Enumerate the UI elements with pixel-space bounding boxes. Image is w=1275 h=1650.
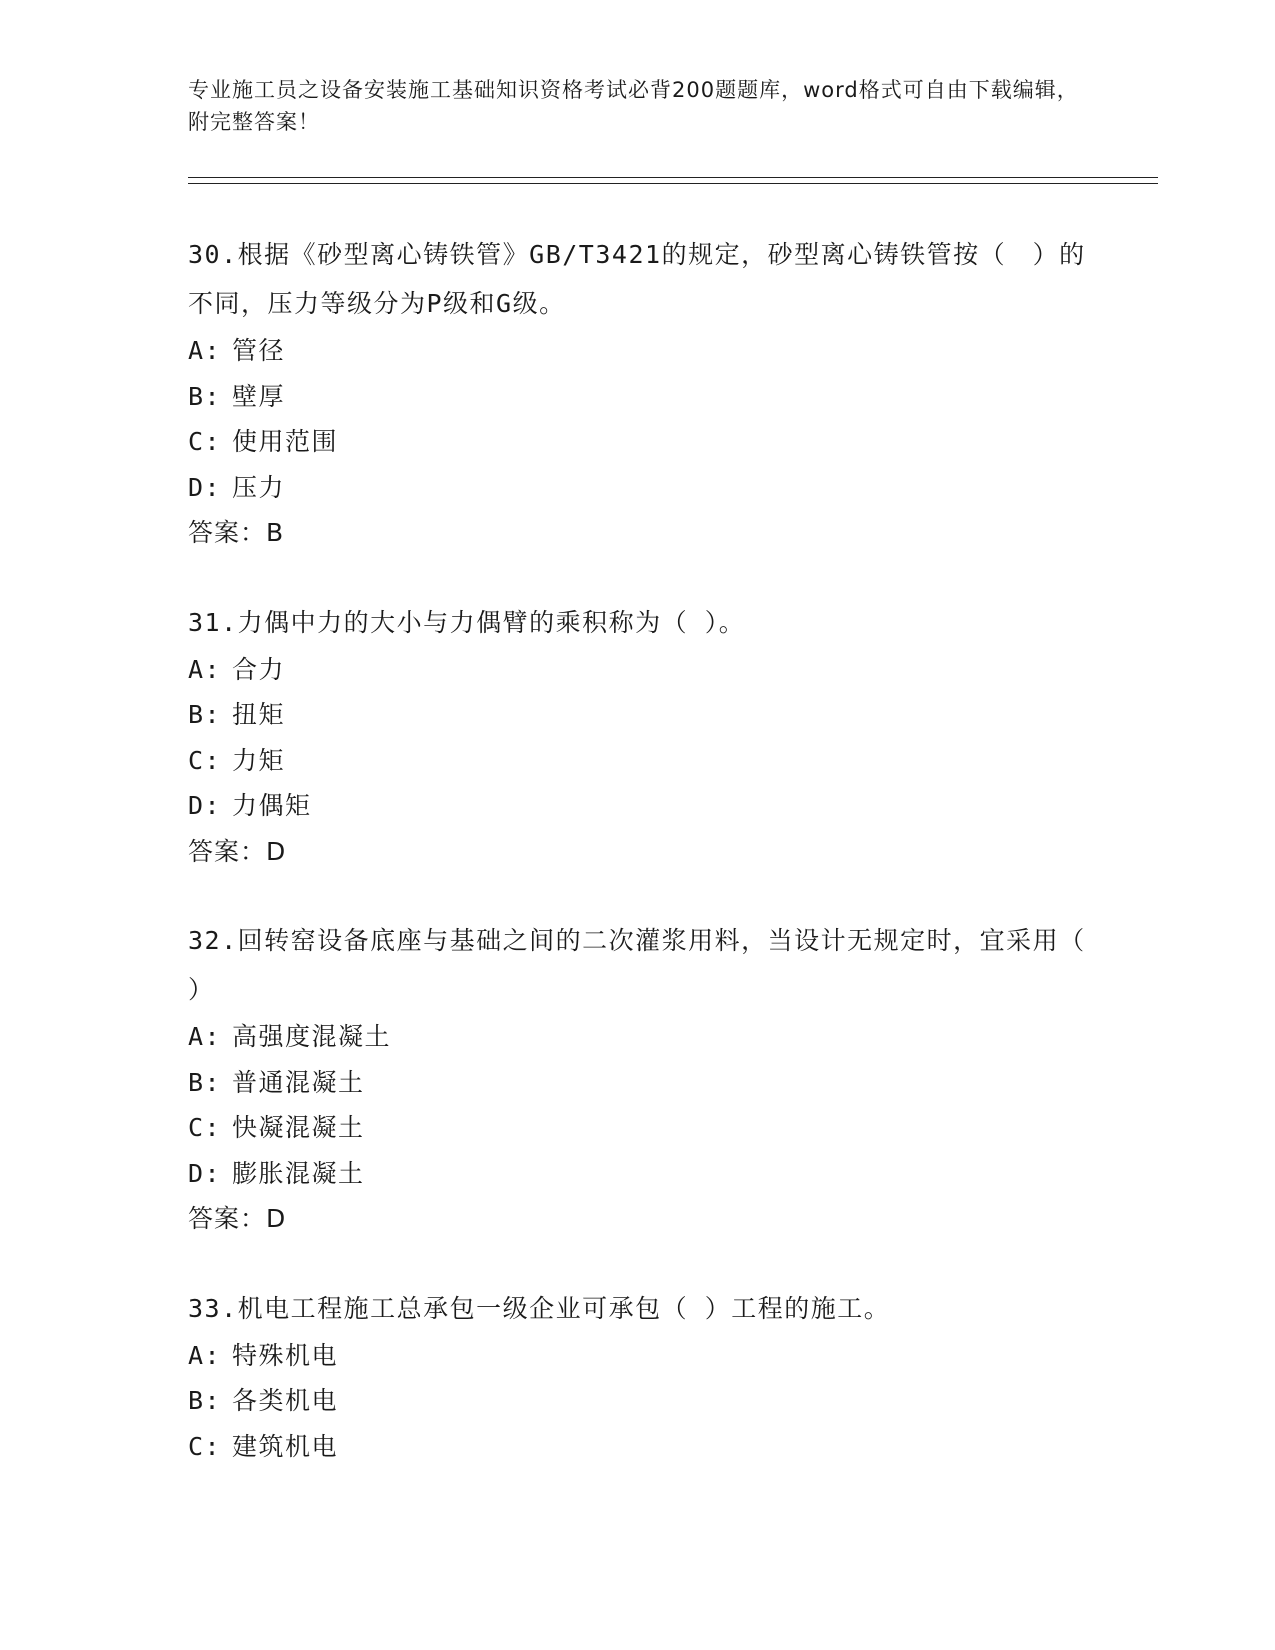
option-text: 膨胀混凝土 — [232, 1158, 365, 1188]
option-c — [188, 738, 1088, 784]
option-label: B: — [188, 700, 222, 729]
option-b — [188, 374, 1088, 420]
option-d — [188, 783, 1088, 829]
answer-line: 答案：D — [188, 836, 287, 866]
question-33 — [188, 1284, 1088, 1470]
option-a — [188, 328, 1088, 374]
question-spacer — [188, 1242, 1088, 1284]
question-spacer — [188, 556, 1088, 598]
option-label: A: — [188, 336, 222, 365]
option-text: 合力 — [232, 654, 286, 684]
option-label: C: — [188, 1431, 222, 1461]
option-text: 各类机电 — [232, 1386, 339, 1415]
answer-line: 答案：B — [188, 518, 285, 547]
option-text: 建筑机电 — [232, 1431, 339, 1461]
option-text: 力矩 — [232, 745, 286, 775]
option-text: 压力 — [232, 472, 286, 502]
question-32 — [188, 916, 1088, 1242]
option-text: 快凝混凝土 — [232, 1113, 365, 1142]
question-spacer — [188, 874, 1088, 916]
option-b — [188, 1060, 1088, 1106]
header-rule-top — [188, 177, 1158, 178]
document-header: 专业施工员之设备安装施工基础知识资格考试必背200题题库，word格式可自由下载编辑，附完整答案！ — [188, 78, 1079, 134]
option-text: 高强度混凝土 — [232, 1022, 392, 1051]
option-b — [188, 1378, 1088, 1424]
question-text: 31.力偶中力的大小与力偶臂的乘积称为（ ）。 — [188, 607, 746, 637]
question-text: 32.回转窑设备底座与基础之间的二次灌浆用料，当设计无规定时，宜采用（ ） — [188, 926, 1086, 1004]
option-label: D: — [188, 472, 222, 502]
option-d — [188, 465, 1088, 511]
option-a — [188, 1333, 1088, 1379]
option-text: 使用范围 — [232, 427, 339, 456]
option-label: B: — [188, 1386, 222, 1415]
option-label: B: — [188, 1067, 222, 1097]
option-label: D: — [188, 1158, 222, 1188]
option-text: 力偶矩 — [232, 791, 312, 820]
option-c — [188, 1424, 1088, 1470]
header-rule-bottom — [188, 183, 1158, 184]
option-d — [188, 1151, 1088, 1197]
option-a — [188, 647, 1088, 693]
option-text: 扭矩 — [232, 700, 286, 729]
option-label: C: — [188, 427, 222, 456]
option-label: A: — [188, 1340, 222, 1370]
question-list — [188, 230, 1088, 1469]
option-label: D: — [188, 791, 222, 820]
option-label: A: — [188, 1022, 222, 1051]
answer-line: 答案：D — [188, 1204, 287, 1233]
option-text: 壁厚 — [232, 381, 286, 411]
option-c — [188, 1105, 1088, 1151]
option-label: C: — [188, 1113, 222, 1142]
option-label: B: — [188, 381, 222, 411]
option-c — [188, 419, 1088, 465]
question-30 — [188, 230, 1088, 556]
question-text: 30.根据《砂型离心铸铁管》GB/T3421的规定，砂型离心铸铁管按（ ）的不同，压力等级分为P级和G级。 — [188, 240, 1086, 318]
option-a — [188, 1014, 1088, 1060]
option-b — [188, 692, 1088, 738]
option-text: 特殊机电 — [232, 1340, 339, 1370]
option-text: 普通混凝土 — [232, 1067, 365, 1097]
option-label: A: — [188, 654, 222, 684]
option-text: 管径 — [232, 336, 286, 365]
question-text: 33.机电工程施工总承包一级企业可承包（ ）工程的施工。 — [188, 1293, 891, 1323]
option-label: C: — [188, 745, 222, 775]
question-31 — [188, 598, 1088, 875]
